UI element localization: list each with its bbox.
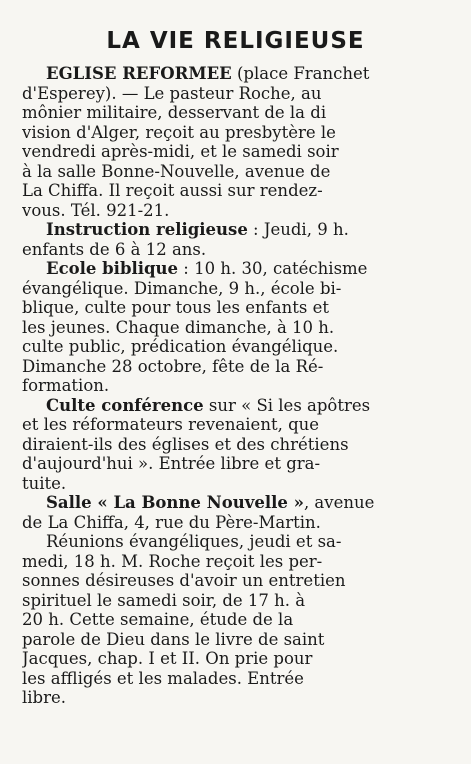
- text-line: [22, 64, 471, 84]
- body-text: à la salle Bonne-Nouvelle, avenue de: [22, 161, 331, 181]
- body-text: parole de Dieu dans le livre de saint: [22, 629, 325, 649]
- text-line: [22, 493, 471, 513]
- text-line: [22, 259, 471, 279]
- body-text: (place Franchet: [231, 64, 370, 83]
- text-line: [22, 279, 471, 299]
- body-text: medi, 18 h. M. Roche reçoit les per-: [22, 551, 323, 571]
- text-line: [22, 571, 471, 591]
- text-line: [22, 552, 471, 572]
- body-text: tuite.: [22, 473, 67, 493]
- body-text: les jeunes. Chaque dimanche, à 10 h.: [22, 317, 335, 337]
- text-line: [22, 649, 471, 669]
- text-line: [22, 474, 471, 494]
- body-text: : 10 h. 30, catéchisme: [178, 259, 368, 278]
- body-text: d'Esperey). — Le pasteur Roche, au: [22, 83, 322, 103]
- bold-heading-text: Ecole biblique: [46, 259, 179, 278]
- body-text: vous. Tél. 921-21.: [22, 200, 170, 220]
- body-text: Dimanche 28 octobre, fête de la Ré-: [22, 356, 324, 376]
- text-line: [22, 142, 471, 162]
- body-text: enfants de 6 à 12 ans.: [22, 239, 207, 259]
- text-line: [22, 591, 471, 611]
- text-line: [22, 376, 471, 396]
- body-text: de La Chiffa, 4, rue du Père-Martin.: [22, 512, 321, 532]
- text-line: [22, 610, 471, 630]
- article-headline: LA VIE RELIGIEUSE: [106, 28, 365, 54]
- body-text: Réunions évangéliques, jeudi et sa-: [46, 532, 342, 551]
- text-line: [22, 181, 471, 201]
- text-line: [22, 84, 471, 104]
- text-line: [22, 454, 471, 474]
- text-line: [22, 220, 471, 240]
- article-body: [22, 64, 471, 708]
- text-line: [22, 415, 471, 435]
- text-line: [22, 318, 471, 338]
- text-line: [22, 513, 471, 533]
- bold-heading-text: Salle « La Bonne Nouvelle »: [46, 493, 304, 512]
- body-text: 20 h. Cette semaine, étude de la: [22, 610, 294, 629]
- text-line: [22, 298, 471, 318]
- body-text: sonnes désireuses d'avoir un entretien: [22, 571, 346, 590]
- body-text: d'aujourd'hui ». Entrée libre et gra-: [22, 454, 321, 473]
- bold-heading-text: Instruction religieuse: [46, 220, 248, 239]
- body-text: sur « Si les apôtres: [203, 395, 371, 415]
- text-line: [22, 688, 471, 708]
- text-line: [22, 162, 471, 182]
- text-line: [22, 435, 471, 455]
- body-text: vision d'Alger, reçoit au presbytère le: [22, 122, 336, 142]
- body-text: libre.: [22, 688, 67, 707]
- text-line: [22, 201, 471, 221]
- text-line: [22, 396, 471, 416]
- body-text: vendredi après-midi, et le samedi soir: [22, 142, 339, 161]
- body-text: , avenue: [303, 493, 375, 512]
- body-text: mônier militaire, desservant de la di: [22, 103, 327, 122]
- body-text: les affligés et les malades. Entrée: [22, 668, 304, 688]
- bold-heading-text: EGLISE REFORMEE: [46, 64, 232, 83]
- text-line: [22, 337, 471, 357]
- text-line: [22, 103, 471, 123]
- text-line: [22, 123, 471, 143]
- body-text: formation.: [22, 376, 110, 395]
- body-text: : Jeudi, 9 h.: [247, 220, 349, 239]
- text-line: [22, 630, 471, 650]
- text-line: [22, 532, 471, 552]
- body-text: Jacques, chap. I et II. On prie pour: [22, 649, 313, 668]
- body-text: et les réformateurs revenaient, que: [22, 415, 320, 434]
- body-text: blique, culte pour tous les enfants et: [22, 298, 329, 317]
- bold-heading-text: Culte conférence: [46, 395, 204, 415]
- text-line: [22, 357, 471, 377]
- text-line: [22, 240, 471, 260]
- body-text: culte public, prédication évangélique.: [22, 337, 339, 356]
- body-text: spirituel le samedi soir, de 17 h. à: [22, 590, 306, 610]
- body-text: La Chiffa. Il reçoit aussi sur rendez-: [22, 181, 323, 200]
- body-text: évangélique. Dimanche, 9 h., école bi-: [22, 278, 342, 298]
- body-text: diraient-ils des églises et des chrétiens: [22, 434, 349, 454]
- text-line: [22, 669, 471, 689]
